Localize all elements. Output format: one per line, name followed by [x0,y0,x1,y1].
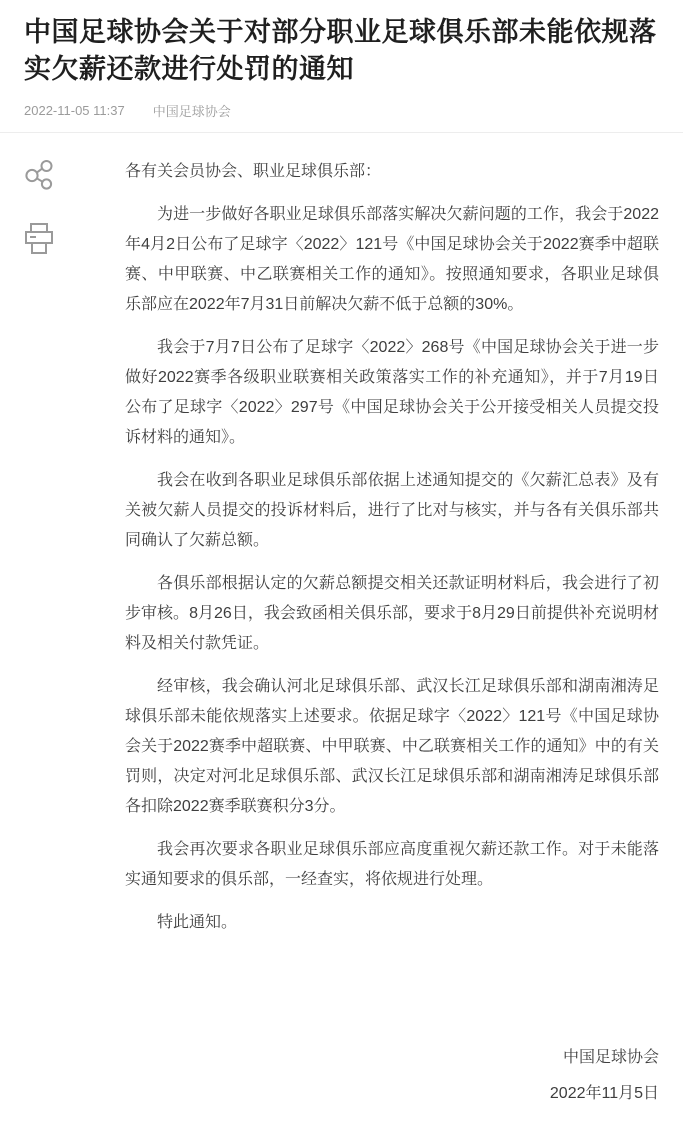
publish-time: 2022-11-05 11:37 [24,103,125,118]
signature-org: 中国足球协会 [562,1049,659,1066]
share-button[interactable] [24,159,55,191]
print-icon [24,221,54,257]
signature-block [125,1043,659,1109]
paragraph-2: 我会于7月7日公布了足球字〈2022〉268号《中国足球协会关于进一步做好2022赛季各级职业联赛相关政策落实工作的补充通知》，并于7月19日公布了足球字〈2022〉297号《中国足球协会关于公开接受相关人员提交投诉材料的通知》。 [125,339,659,446]
article-meta [24,101,659,132]
page-title: 中国足球协会关于对部分职业足球俱乐部未能依规落实欠薪还款进行处罚的通知 [24,17,657,84]
print-button[interactable] [24,221,54,257]
paragraph-5: 经审核，我会确认河北足球俱乐部、武汉长江足球俱乐部和湖南湘涛足球俱乐部未能依规落实上述要求。依据足球字〈2022〉121号《中国足球协会关于2022赛季中超联赛、中甲联赛、中乙联赛相关工作的通知》中的有关罚则，决定对河北足球俱乐部、武汉长江足球俱乐部和湖南湘涛足球俱乐部各扣除2022赛季联赛积分3分。 [125,678,659,815]
paragraph-4: 各俱乐部根据认定的欠薪总额提交相关还款证明材料后，我会进行了初步审核。8月26日，我会致函相关俱乐部，要求于8月29日前提供补充说明材料及相关付款凭证。 [125,575,659,652]
closing-line: 特此通知。 [157,914,238,931]
article-body [125,157,659,1109]
source-name: 中国足球协会 [152,104,231,119]
paragraph-3: 我会在收到各职业足球俱乐部依据上述通知提交的《欠薪汇总表》及有关被欠薪人员提交的投诉材料后，进行了比对与核实，并与各有关俱乐部共同确认了欠薪总额。 [125,472,659,549]
article-content [0,133,683,1123]
paragraph-1: 为进一步做好各职业足球俱乐部落实解决欠薪问题的工作，我会于2022年4月2日公布了足球字〈2022〉121号《中国足球协会关于2022赛季中超联赛、中甲联赛、中乙联赛相关工作的通知》。按照通知要求，各职业足球俱乐部应在2022年7月31日前解决欠薪不低于总额的30%。 [125,206,659,313]
paragraph-6: 我会再次要求各职业足球俱乐部应高度重视欠薪还款工作。对于未能落实通知要求的俱乐部，一经查实，将依规进行处理。 [125,841,659,888]
salutation: 各有关会员协会、职业足球俱乐部： [125,163,382,180]
signature-date: 2022年11月5日 [549,1085,659,1102]
share-icon [24,159,55,191]
article-header [0,0,683,132]
article-toolbar [24,157,125,1109]
